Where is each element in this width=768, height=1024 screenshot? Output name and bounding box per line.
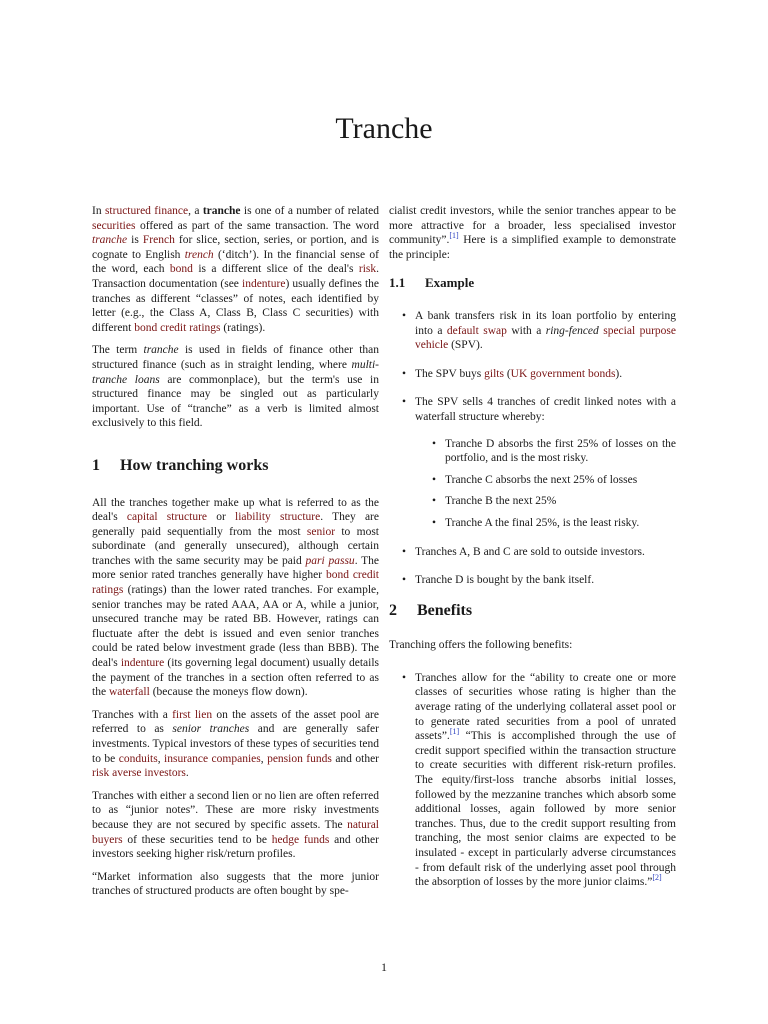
continued-paragraph: cialist credit investors, while the senior tranches appear to be more attractive for a broader, less specialised investor community”.[1] Here is a simplified example to demonstrate the principle: <box>389 205 676 261</box>
sub-list-item: • Tranche A the final 25%, is the least risky. <box>445 516 676 531</box>
page-number: 1 <box>381 960 387 974</box>
emphasis-ring-fenced: ring-fenced <box>545 324 599 337</box>
list-item: • A bank transfers risk in its loan portfolio by entering into a default swap with a ring-fenced special purpose vehicle (SPV). <box>415 309 676 353</box>
list-item: • The SPV buys gilts (UK government bonds). <box>415 367 676 382</box>
link-bond-credit-ratings[interactable]: bond credit ratings <box>134 321 221 334</box>
section-heading-how-tranching-works <box>92 456 379 474</box>
senior-tranches-paragraph: Tranches with a first lien on the assets of the asset pool are referred to as senior tranches and are generally safer investments. Typical investors of these types of securities tend to be conduits, insurance companies, pension funds and other risk averse investors. <box>92 708 379 780</box>
term-tranche: tranche <box>202 205 241 217</box>
list-item: • Tranches allow for the “ability to create one or more classes of securities whose rating is higher than the average rating of the underlying collateral asset pool or to generate rated securities from a pool of unrated assets”.[1] “This is accomplished through the use of credit support specified within the transaction structure to create securities with different risk-return profiles. The equity/first-loss tranche absorbs initial losses, followed by the mezzanine tranches which absorb some additional losses, again followed by more senior tranches. Thus, due to the credit support resulting from tranching, the most senior claims are expected to be insulated - except in particularly adverse circumstances - from default risk of the underlying asset pool through the absorption of losses by the more junior claims.”[2] <box>415 671 676 890</box>
link-bond-credit-ratings-2[interactable]: bond credit ratings <box>92 569 379 597</box>
link-conduits[interactable]: conduits <box>118 752 158 765</box>
link-indenture[interactable]: indenture <box>242 277 286 290</box>
sub-list-item: • Tranche D absorbs the first 25% of losses on the portfolio, and is the most risky. <box>445 437 676 466</box>
link-pension-funds[interactable]: pension funds <box>267 752 332 765</box>
link-risk-averse-investors[interactable]: risk averse investors <box>92 767 186 780</box>
section-title: Benefits <box>417 601 473 619</box>
right-column <box>389 204 676 904</box>
link-uk-government-bonds[interactable]: UK government bonds <box>510 367 616 380</box>
link-structured-finance[interactable]: structured finance <box>104 205 189 217</box>
link-waterfall[interactable]: waterfall <box>108 686 150 699</box>
list-item: • The SPV sells 4 tranches of credit linked notes with a waterfall structure whereby: • Tranche D absorbs the first 25% of losses on the portfolio, and is the most risky. • Tranche C absorbs the next 25% of losses • Tranche B the next 25% • Tranche A the final 25%, is the least risky. <box>415 395 676 530</box>
link-liability-structure[interactable]: liability structure <box>235 511 321 524</box>
tranche-sublist <box>415 437 676 531</box>
list-item: • Tranche D is bought by the bank itself. <box>415 573 676 588</box>
page-title: Tranche <box>335 112 433 145</box>
subsection-title: Example <box>425 275 475 291</box>
link-indenture-2[interactable]: indenture <box>120 657 165 670</box>
link-bond[interactable]: bond <box>169 263 193 276</box>
intro-paragraph: In structured finance, a tranche is one of a number of related securities offered as part of the same transaction. The word tranche is French for slice, section, series, or portion, and is cognate to English trench (‘ditch’). In the financial sense of the word, each bond is a different slice of the deal's risk. Transaction documentation (see indenture) usually defines the tranches as different “classes” of notes, each identified by letter (e.g., the Class A, Class B, Class C securities) with different bond credit ratings (ratings). <box>92 205 379 334</box>
section-title: How tranching works <box>120 456 269 474</box>
sub-list-item: • Tranche B the next 25% <box>445 494 676 509</box>
link-french[interactable]: French <box>142 234 175 247</box>
link-default-swap[interactable]: default swap <box>446 324 507 337</box>
benefits-list <box>389 671 676 890</box>
link-hedge-funds[interactable]: hedge funds <box>271 833 330 846</box>
link-gilts[interactable]: gilts <box>484 367 504 380</box>
example-list <box>389 309 676 588</box>
waterfall-paragraph: All the tranches together make up what is referred to as the deal's capital structure or liability structure. They are generally paid sequentially from the most senior to most subordinate (and generally unsecured), although certain tranches with the same security may be paid pari passu. The more senior rated tranches generally have higher bond credit ratings (ratings) than the lower rated tranches. For example, senior tranches may be rated AAA, AA or A, while a junior, unsecured tranche may be rated BB. However, ratings can fluctuate after the debt is issued and even senior tranches could be rated below investment grade (less than BBB). The deal's indenture (its governing legal document) usually details the payment of the tranches in a section often referred to as the waterfall (because the moneys flow down). <box>92 496 380 699</box>
section-number: 1 <box>92 456 100 474</box>
citation-1[interactable]: [1] <box>449 231 459 241</box>
junior-notes-paragraph: Tranches with either a second lien or no lien are often referred to as “junior notes”. These are more risky investments because they are not secured by specific assets. The natural buyers of these securities tend to be hedge funds and other investors seeking higher risk/return profiles. <box>92 789 379 861</box>
section-heading-benefits <box>389 601 676 619</box>
subsection-heading-example <box>389 276 676 291</box>
citation-2[interactable]: [2] <box>652 873 662 883</box>
left-column <box>92 204 379 907</box>
link-capital-structure[interactable]: capital structure <box>126 511 208 524</box>
emphasis-tranche: tranche <box>143 344 179 357</box>
benefits-intro: Tranching offers the following benefits: <box>389 639 573 652</box>
sub-list-item: • Tranche C absorbs the next 25% of losses <box>445 473 676 488</box>
link-first-lien[interactable]: first lien <box>172 708 213 721</box>
link-senior[interactable]: senior <box>306 525 336 538</box>
subsection-number: 1.1 <box>389 275 406 291</box>
link-insurance-companies[interactable]: insurance companies <box>164 752 261 765</box>
link-trench[interactable]: trench <box>184 248 214 261</box>
term-usage-paragraph: The term tranche is used in fields of finance other than structured finance (such as in straight lending, where multi-tranche loans are commonplace), but the term's use in structured finance may be singled out as particularly important. Use of “tranche” as a verb is limited almost exclusively to this field. <box>92 344 379 430</box>
link-special-purpose-vehicle[interactable]: special purpose vehicle <box>415 324 676 352</box>
link-natural-buyers[interactable]: natural buyers <box>92 818 379 846</box>
citation-1[interactable]: [1] <box>449 727 460 737</box>
emphasis-senior-tranches: senior tranches <box>172 723 250 736</box>
emphasis-multi-tranche: multi-tranche loans <box>92 358 379 386</box>
link-pari-passu[interactable]: pari passu <box>305 554 355 567</box>
link-risk[interactable]: risk <box>358 263 377 276</box>
section-number: 2 <box>389 601 397 619</box>
list-item: • Tranches A, B and C are sold to outside investors. <box>415 545 676 560</box>
link-tranche[interactable]: tranche <box>92 234 128 247</box>
market-info-paragraph: “Market information also suggests that the more junior tranches of structured products are often bought by spe- <box>92 870 379 898</box>
link-securities[interactable]: securities <box>92 219 136 232</box>
